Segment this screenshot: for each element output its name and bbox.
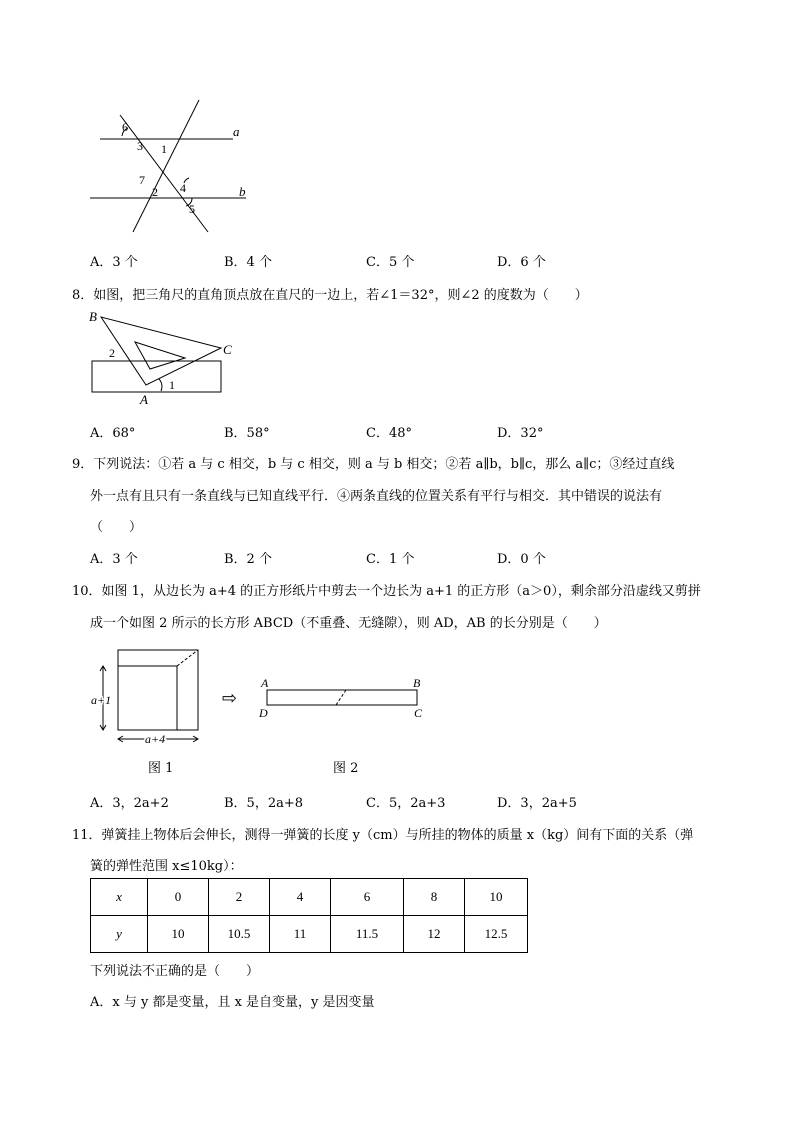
rectangle-ABCD [267,690,417,705]
q8-option-d: D．32° [497,426,544,441]
triangle-ruler-inner [135,342,185,369]
fig-label-b: b [239,184,246,199]
table-cell: 11 [270,916,331,953]
table-cell: 6 [331,879,404,916]
table-cell: x [91,879,148,916]
q9-line-3: （ ） [90,520,143,535]
fig-label-6: 6 [122,120,128,134]
q8-option-b: B．58° [224,426,270,441]
fig-label-7: 7 [139,173,145,187]
q9-option-d: D．0 个 [497,552,546,567]
triangle-ruler [101,317,221,385]
fig-label-2: 2 [109,346,115,360]
fig-label-5: 5 [189,202,195,216]
table-row [91,916,528,953]
fig-label-2: 2 [152,185,158,199]
table-cell: 10.5 [209,916,270,953]
q8-option-c: C．48° [366,426,412,441]
fig-label-C: C [223,342,232,357]
q7-option-a: A．3 个 [90,255,138,270]
q10-figure-2 [255,675,430,725]
q10-line-1: 10．如图 1，从边长为 a+4 的正方形纸片中剪去一个边长为 a+1 的正方形（a＞0），剩余部分沿虚线又剪拼 [72,584,701,599]
q8-option-a: A．68° [90,426,136,441]
table-cell: 8 [404,879,465,916]
fig1-side-label: a+1 [91,693,112,707]
fig-label-1: 1 [161,142,167,156]
q7-figure [80,95,270,240]
q8-figure [85,305,245,410]
fig-label-a: a [233,124,240,139]
q10-figure-1 [85,645,205,750]
table-cell: y [91,916,148,953]
q7-option-b: B．4 个 [224,255,272,270]
q11-question: 下列说法不正确的是（ ） [90,964,260,979]
fig2-label-C: C [414,706,423,720]
table-cell: 10 [148,916,209,953]
small-square-edge [118,666,177,730]
spring-data-table [90,878,528,953]
fig1-caption: 图 1 [148,761,174,776]
big-square [118,650,198,730]
q11-line-2: 簧的弹性范围 x≤10kg）： [90,859,243,874]
q10-option-a: A．3，2a+2 [90,796,169,811]
q11-option-a: A．x 与 y 都是变量，且 x 是自变量，y 是因变量 [90,995,375,1010]
table-cell: 4 [270,879,331,916]
dashed-cut [177,650,198,666]
q8-question-text: 8．如图，把三角尺的直角顶点放在直尺的一边上，若∠1＝32°，则∠2 的度数为（ ） [72,288,588,303]
table-cell: 2 [209,879,270,916]
table-cell: 0 [148,879,209,916]
fig-label-1: 1 [169,378,175,392]
fig1-bottom-label: a+4 [145,732,166,746]
table-cell: 10 [465,879,528,916]
fig2-label-A: A [261,676,269,690]
arrow-icon: ⇨ [222,688,238,709]
q10-option-c: C．5，2a+3 [366,796,446,811]
q10-option-d: D．3，2a+5 [497,796,577,811]
q9-line-1: 9．下列说法：①若 a 与 c 相交，b 与 c 相交，则 a 与 b 相交；②若 a∥b，b∥c，那么 a∥c；③经过直线 [72,457,675,472]
q10-line-2: 成一个如图 2 所示的长方形 ABCD（不重叠、无缝隙），则 AD，AB 的长分别是（ ） [90,616,607,631]
fig-label-B: B [89,309,97,324]
fig2-label-B: B [413,676,421,690]
q9-line-2: 外一点有且只有一条直线与已知直线平行．④两条直线的位置关系有平行与相交．其中错误的说法有 [90,489,663,504]
table-cell: 12 [404,916,465,953]
table-cell: 11.5 [331,916,404,953]
q9-option-a: A．3 个 [90,552,138,567]
fig-label-A: A [140,392,148,407]
q9-option-c: C．1 个 [366,552,415,567]
fig2-caption: 图 2 [333,761,359,776]
q7-option-c: C．5 个 [366,255,415,270]
fig2-label-D: D [259,706,268,720]
dashed-cut [336,690,346,705]
q9-option-b: B．2 个 [224,552,272,567]
fig-label-3: 3 [137,139,143,153]
q10-option-b: B．5，2a+8 [224,796,304,811]
table-row [91,879,528,916]
q7-option-d: D．6 个 [497,255,546,270]
ruler [92,361,221,392]
fig-label-4: 4 [180,181,186,195]
table-cell: 12.5 [465,916,528,953]
q11-line-1: 11．弹簧挂上物体后会伸长，测得一弹簧的长度 y（cm）与所挂的物体的质量 x（kg）间有下面的关系（弹 [72,828,694,843]
